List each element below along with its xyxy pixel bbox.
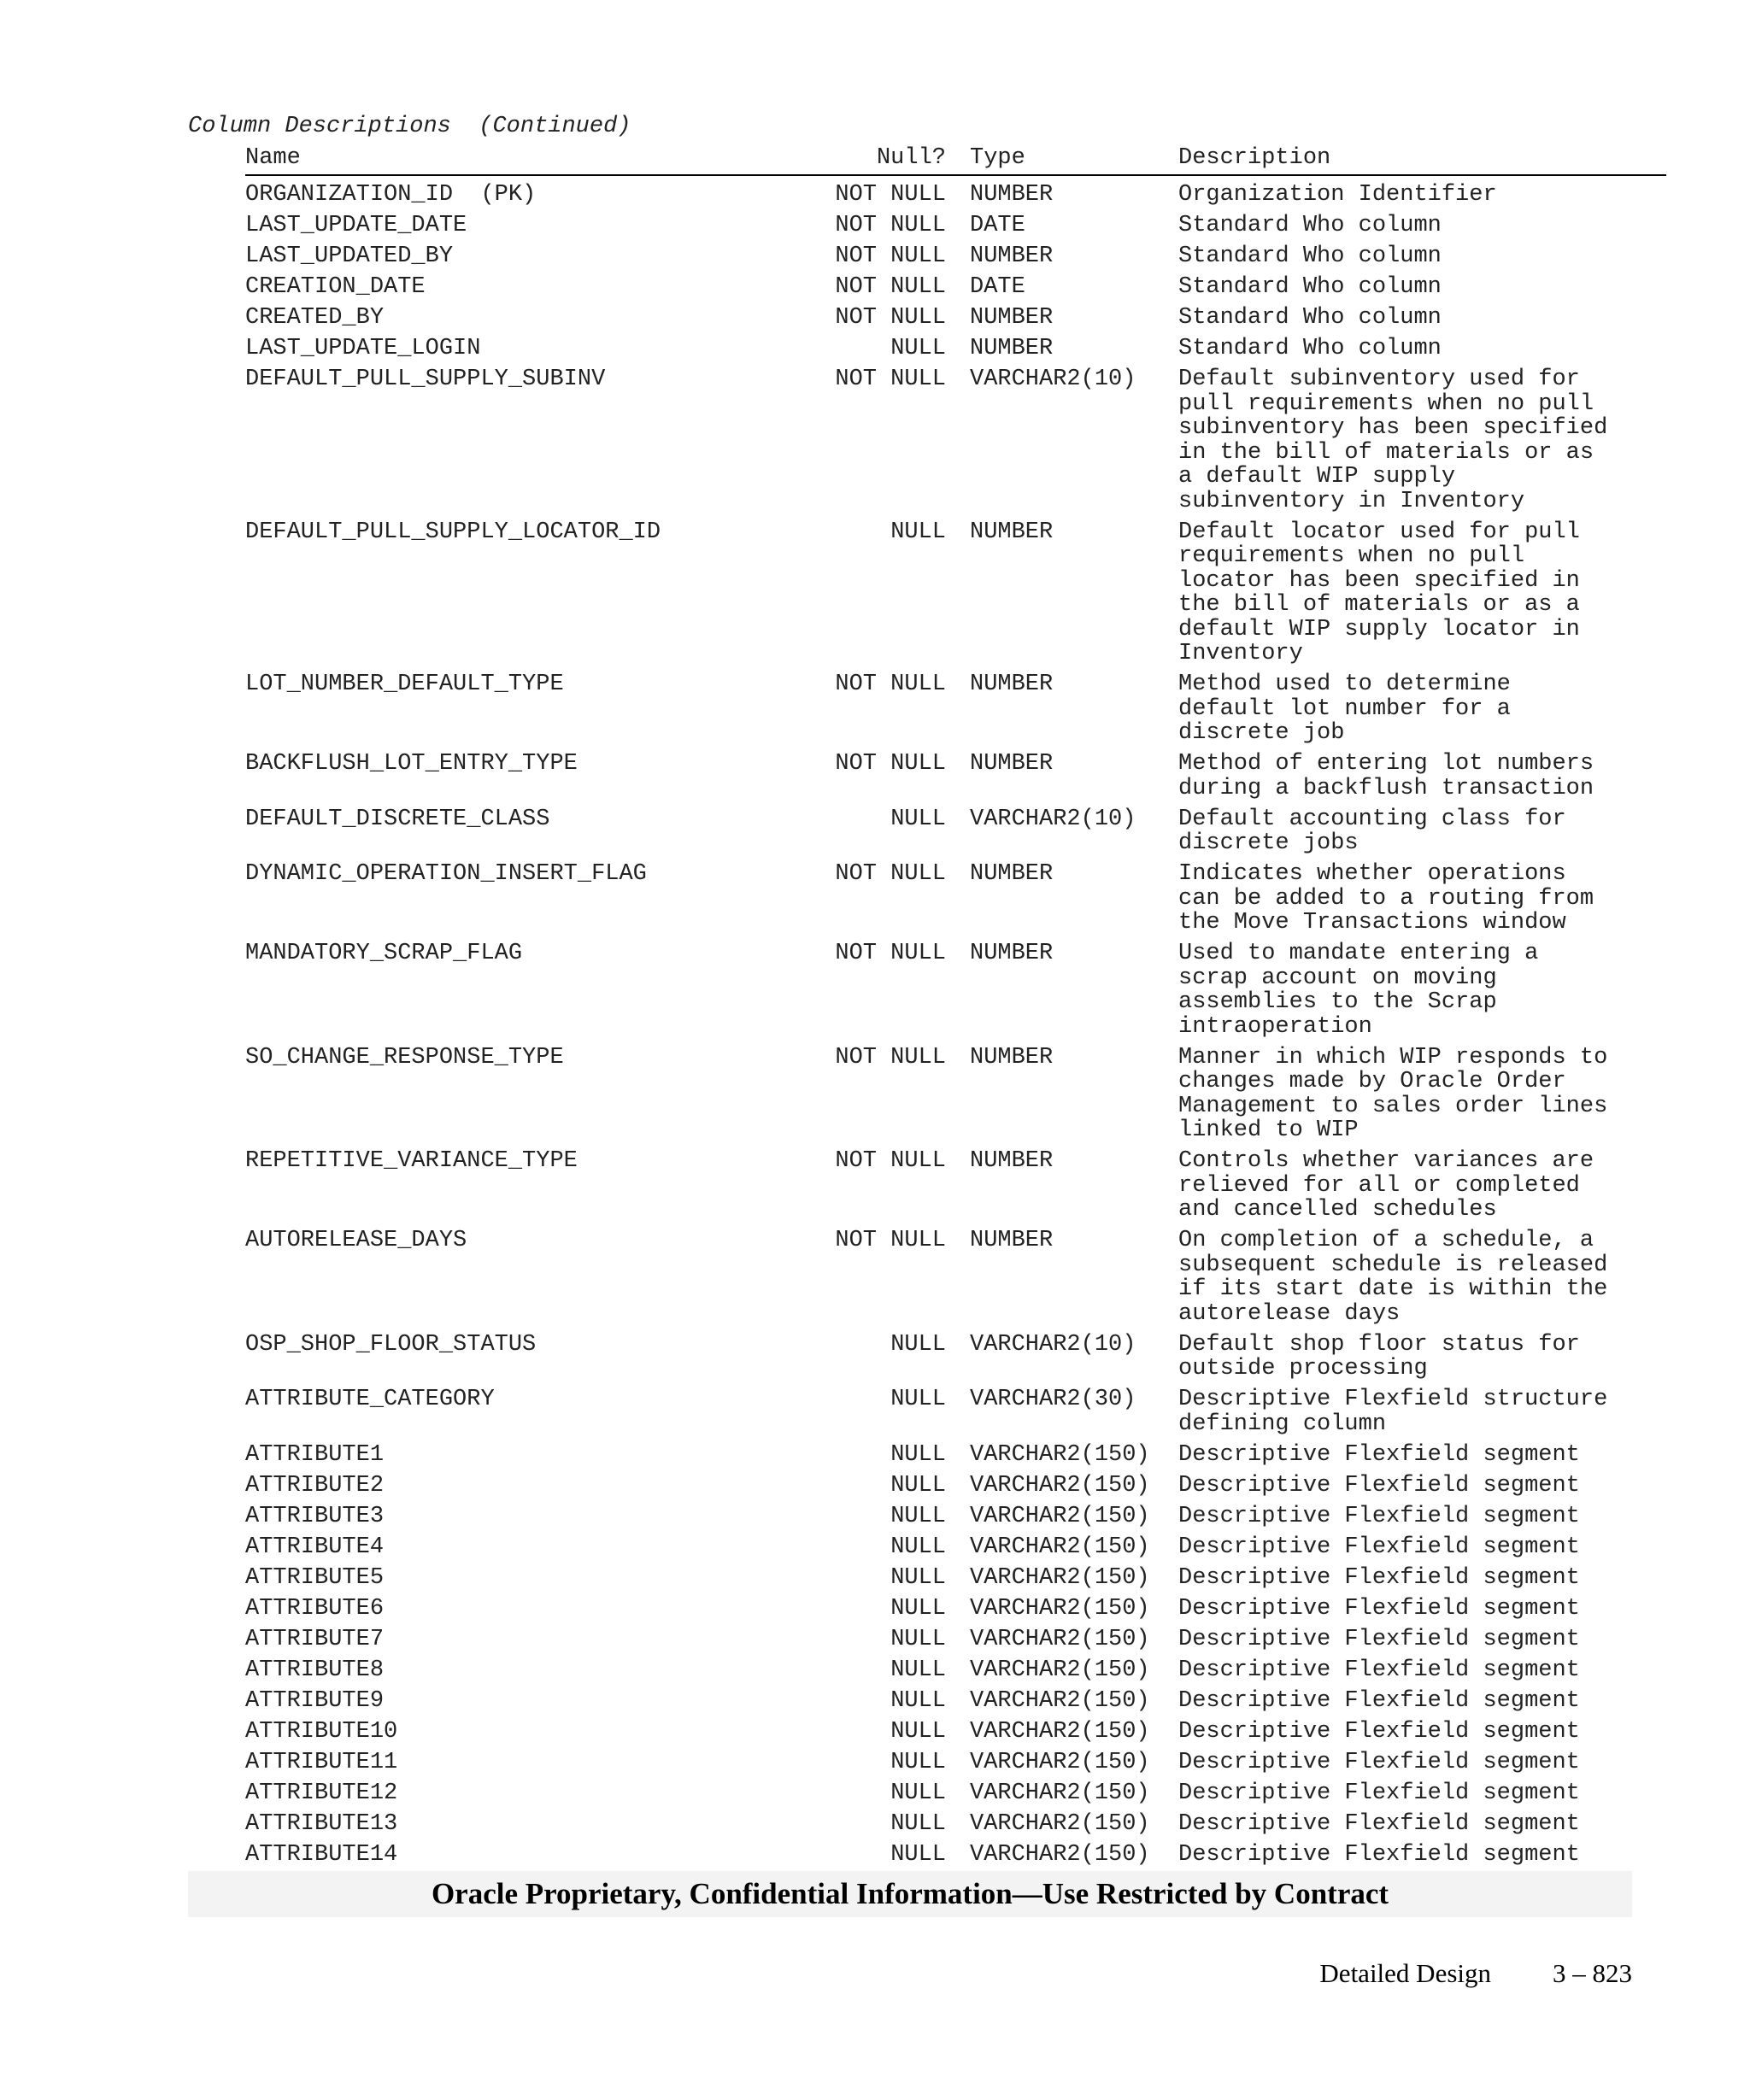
column-null: NOT NULL [835, 305, 946, 331]
column-description: Method of entering lot numbers during a backflush transaction [1178, 751, 1594, 801]
column-null: NOT NULL [835, 243, 946, 269]
column-type: VARCHAR2(10) [970, 367, 1136, 392]
column-type: VARCHAR2(150) [970, 1718, 1150, 1745]
column-name: ATTRIBUTE11 [245, 1749, 398, 1775]
table-row [245, 862, 1666, 941]
column-type: VARCHAR2(150) [970, 1841, 1150, 1868]
column-null: NOT NULL [835, 1148, 946, 1174]
column-description: Descriptive Flexfield segment [1178, 1687, 1580, 1714]
table-row [245, 337, 1666, 367]
column-null: NOT NULL [835, 1044, 946, 1071]
column-null: NOT NULL [835, 367, 946, 392]
column-name: LOT_NUMBER_DEFAULT_TYPE [245, 672, 564, 697]
column-name: ATTRIBUTE1 [245, 1441, 385, 1468]
table-row [245, 1843, 1666, 1874]
column-name: CREATED_BY [245, 305, 385, 331]
column-description: Default shop floor status for outside processing [1178, 1331, 1580, 1381]
table-row [245, 941, 1666, 1046]
header-null: Null? [876, 145, 946, 171]
table-row [245, 1443, 1666, 1474]
table-row [245, 1474, 1666, 1505]
column-type: VARCHAR2(150) [970, 1564, 1150, 1591]
column-type: VARCHAR2(150) [970, 1472, 1150, 1499]
column-null: NOT NULL [835, 751, 946, 777]
footer-section-title: Detailed Design [1319, 1958, 1491, 1988]
column-null: NULL [890, 1657, 946, 1683]
column-description: Standard Who column [1178, 336, 1442, 361]
table-row [245, 367, 1666, 520]
column-description: Descriptive Flexfield segment [1178, 1626, 1580, 1652]
table-row [245, 1781, 1666, 1812]
table-row [245, 752, 1666, 807]
column-null: NULL [890, 1472, 946, 1499]
column-description: Indicates whether operations can be added to a routing from the Move Transactions window [1178, 861, 1594, 936]
column-null: NULL [890, 1626, 946, 1652]
column-description: Descriptive Flexfield segment [1178, 1441, 1580, 1468]
section-title: Column Descriptions (Continued) [188, 114, 631, 139]
table-row [245, 1812, 1666, 1843]
column-description: Descriptive Flexfield segment [1178, 1595, 1580, 1622]
column-description: Descriptive Flexfield segment [1178, 1749, 1580, 1775]
column-description: Controls whether variances are relieved for all or completed and cancelled schedules [1178, 1148, 1594, 1223]
column-type: VARCHAR2(150) [970, 1687, 1150, 1714]
column-type: NUMBER [970, 182, 1054, 208]
table-row [245, 520, 1666, 673]
column-null: NULL [890, 1534, 946, 1560]
column-description: Descriptive Flexfield segment [1178, 1810, 1580, 1837]
column-table [245, 183, 1666, 1874]
column-name: DEFAULT_DISCRETE_CLASS [245, 806, 550, 832]
column-name: LAST_UPDATED_BY [245, 243, 454, 269]
column-description: Default accounting class for discrete jobs [1178, 806, 1566, 856]
column-name: OSP_SHOP_FLOOR_STATUS [245, 1331, 537, 1358]
column-null: NOT NULL [835, 1228, 946, 1253]
column-name: DYNAMIC_OPERATION_INSERT_FLAG [245, 861, 647, 887]
column-name: ATTRIBUTE6 [245, 1595, 385, 1622]
column-name: ATTRIBUTE9 [245, 1687, 385, 1714]
column-null: NULL [890, 1780, 946, 1806]
column-description: On completion of a schedule, a subsequent schedule is released if its start date is within the autorelease days [1178, 1228, 1608, 1327]
column-null: NOT NULL [835, 274, 946, 300]
column-type: VARCHAR2(150) [970, 1534, 1150, 1560]
table-row [245, 214, 1666, 244]
table-row [245, 1628, 1666, 1658]
column-name: LAST_UPDATE_LOGIN [245, 336, 481, 361]
column-name: LAST_UPDATE_DATE [245, 213, 467, 238]
table-row [245, 1658, 1666, 1689]
column-type: VARCHAR2(30) [970, 1387, 1136, 1412]
column-null: NULL [890, 1718, 946, 1745]
column-name: ATTRIBUTE8 [245, 1657, 385, 1683]
table-row [245, 1597, 1666, 1628]
table-row [245, 1229, 1666, 1333]
column-type: VARCHAR2(10) [970, 806, 1136, 832]
table-row [245, 1566, 1666, 1597]
column-description: Standard Who column [1178, 213, 1442, 238]
column-description: Default locator used for pull requirements when no pull locator has been specified in the bill of materials or as a default WIP supply locator in Inventory [1178, 519, 1580, 666]
column-name: ATTRIBUTE14 [245, 1841, 398, 1868]
column-name: MANDATORY_SCRAP_FLAG [245, 941, 523, 966]
table-row [245, 275, 1666, 306]
column-description: Standard Who column [1178, 305, 1442, 331]
column-type: NUMBER [970, 243, 1054, 269]
column-null: NULL [890, 1564, 946, 1591]
column-type: DATE [970, 274, 1025, 300]
column-null: NULL [890, 1687, 946, 1714]
column-type: VARCHAR2(10) [970, 1331, 1136, 1358]
page-footer [0, 1958, 1632, 1992]
column-description: Descriptive Flexfield segment [1178, 1841, 1580, 1868]
column-description: Descriptive Flexfield segment [1178, 1780, 1580, 1806]
column-description: Descriptive Flexfield structure defining column [1178, 1387, 1608, 1437]
table-row [245, 183, 1666, 214]
header-name: Name [245, 145, 301, 171]
table-header [245, 145, 1666, 176]
column-type: NUMBER [970, 941, 1054, 966]
table-row [245, 1505, 1666, 1535]
column-name: ATTRIBUTE2 [245, 1472, 385, 1499]
table-row [245, 1333, 1666, 1388]
column-type: NUMBER [970, 751, 1054, 777]
column-null: NULL [890, 1503, 946, 1529]
column-null: NULL [890, 1841, 946, 1868]
column-description: Default subinventory used for pull requirements when no pull subinventory has been specified in the bill of materials or as a default WIP supply subinventory in Inventory [1178, 367, 1608, 514]
column-name: ATTRIBUTE3 [245, 1503, 385, 1529]
column-description: Descriptive Flexfield segment [1178, 1718, 1580, 1745]
column-null: NOT NULL [835, 213, 946, 238]
column-description: Descriptive Flexfield segment [1178, 1503, 1580, 1529]
column-null: NULL [890, 519, 946, 545]
column-null: NULL [890, 1810, 946, 1837]
column-null: NULL [890, 336, 946, 361]
confidential-banner: Oracle Proprietary, Confidential Information––Use Restricted by Contract [188, 1871, 1632, 1917]
column-description: Manner in which WIP responds to changes made by Oracle Order Management to sales order lines linked to WIP [1178, 1044, 1608, 1143]
column-type: VARCHAR2(150) [970, 1626, 1150, 1652]
column-type: NUMBER [970, 1044, 1054, 1071]
column-description: Organization Identifier [1178, 182, 1497, 208]
column-type: NUMBER [970, 336, 1054, 361]
table-row [245, 1689, 1666, 1720]
column-type: NUMBER [970, 1148, 1054, 1174]
column-name: SO_CHANGE_RESPONSE_TYPE [245, 1044, 564, 1071]
column-description: Descriptive Flexfield segment [1178, 1472, 1580, 1499]
column-name: AUTORELEASE_DAYS [245, 1228, 467, 1253]
column-name: ATTRIBUTE4 [245, 1534, 385, 1560]
column-type: VARCHAR2(150) [970, 1503, 1150, 1529]
column-description: Descriptive Flexfield segment [1178, 1657, 1580, 1683]
column-type: VARCHAR2(150) [970, 1810, 1150, 1837]
column-type: NUMBER [970, 1228, 1054, 1253]
column-null: NULL [890, 1441, 946, 1468]
column-name: REPETITIVE_VARIANCE_TYPE [245, 1148, 578, 1174]
column-name: CREATION_DATE [245, 274, 426, 300]
column-null: NULL [890, 1387, 946, 1412]
column-name: ORGANIZATION_ID (PK) [245, 182, 537, 208]
column-type: VARCHAR2(150) [970, 1441, 1150, 1468]
column-type: VARCHAR2(150) [970, 1749, 1150, 1775]
column-name: ATTRIBUTE7 [245, 1626, 385, 1652]
table-row [245, 1720, 1666, 1751]
table-row [245, 1046, 1666, 1150]
column-type: NUMBER [970, 861, 1054, 887]
table-row [245, 244, 1666, 275]
column-description: Descriptive Flexfield segment [1178, 1534, 1580, 1560]
column-name: ATTRIBUTE5 [245, 1564, 385, 1591]
header-description: Description [1178, 145, 1331, 171]
column-name: ATTRIBUTE10 [245, 1718, 398, 1745]
table-row [245, 1149, 1666, 1229]
column-null: NOT NULL [835, 672, 946, 697]
column-type: NUMBER [970, 672, 1054, 697]
column-name: ATTRIBUTE13 [245, 1810, 398, 1837]
column-null: NULL [890, 1595, 946, 1622]
column-name: DEFAULT_PULL_SUPPLY_SUBINV [245, 367, 606, 392]
column-description: Standard Who column [1178, 274, 1442, 300]
table-row [245, 1387, 1666, 1443]
column-name: ATTRIBUTE12 [245, 1780, 398, 1806]
table-row [245, 672, 1666, 752]
column-name: ATTRIBUTE_CATEGORY [245, 1387, 495, 1412]
column-name: DEFAULT_PULL_SUPPLY_LOCATOR_ID [245, 519, 661, 545]
column-description: Used to mandate entering a scrap account on moving assemblies to the Scrap intraoperation [1178, 941, 1539, 1040]
column-type: NUMBER [970, 305, 1054, 331]
column-description: Descriptive Flexfield segment [1178, 1564, 1580, 1591]
column-description: Method used to determine default lot number for a discrete job [1178, 672, 1511, 746]
column-type: VARCHAR2(150) [970, 1780, 1150, 1806]
column-type: VARCHAR2(150) [970, 1657, 1150, 1683]
table-row [245, 807, 1666, 863]
column-null: NULL [890, 1331, 946, 1358]
table-row [245, 1535, 1666, 1566]
column-description: Standard Who column [1178, 243, 1442, 269]
table-row [245, 1751, 1666, 1781]
page-number: 3 – 823 [1553, 1958, 1632, 1988]
column-type: NUMBER [970, 519, 1054, 545]
table-row [245, 306, 1666, 337]
column-null: NOT NULL [835, 861, 946, 887]
column-name: BACKFLUSH_LOT_ENTRY_TYPE [245, 751, 578, 777]
column-null: NULL [890, 806, 946, 832]
column-type: VARCHAR2(150) [970, 1595, 1150, 1622]
column-type: DATE [970, 213, 1025, 238]
header-type: Type [970, 145, 1025, 171]
column-null: NULL [890, 1749, 946, 1775]
column-null: NOT NULL [835, 941, 946, 966]
column-null: NOT NULL [835, 182, 946, 208]
